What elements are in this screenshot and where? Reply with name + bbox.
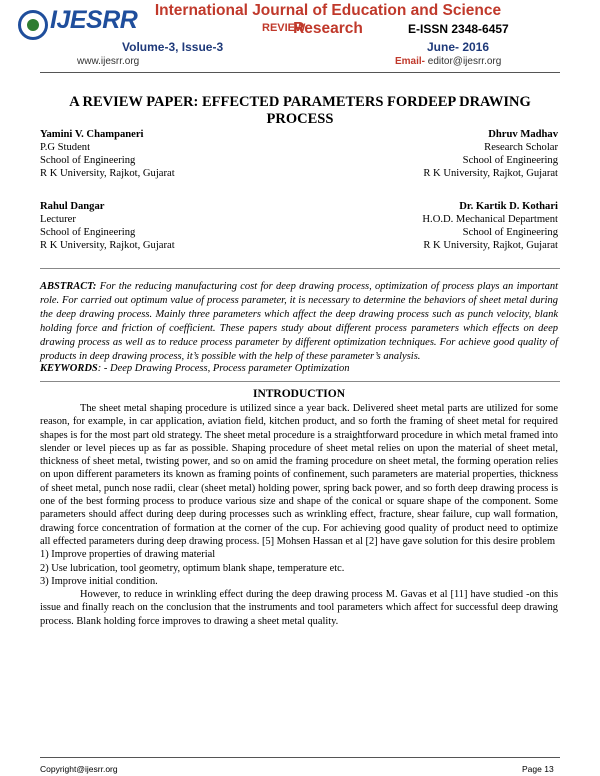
journal-title: International Journal of Education and Science Research (154, 2, 502, 37)
list-item: 3) Improve initial condition. (40, 575, 158, 587)
abstract-label: ABSTRACT: (40, 281, 97, 292)
author-university: R K University, Rajkot, Gujarat (423, 168, 558, 179)
author-school: School of Engineering (462, 155, 558, 166)
abstract-text: For the reducing manufacturing cost for deep drawing process, optimization of process plays an important role. For carried out optimum value of process parameter, it is necessary to determine the behaviors of sheet metal during the deep drawing process. Mainly three parameters which affect the deep drawing process such as punch velocity, blank holding force and friction of coefficient. These papers study about different process parameters which effects on deep drawing process as well as to reduce process parameter by different optimization techniques. For achieve good quality of products in deep drawing process, it’s possible with the help of these parameter’s analysis. (40, 281, 559, 362)
author-name: Rahul Dangar (40, 201, 105, 212)
author-school: School of Engineering (40, 155, 136, 166)
website-link[interactable]: www.ijesrr.org (77, 56, 140, 67)
abstract (40, 280, 558, 364)
list-item: 1) Improve properties of drawing material (40, 549, 216, 561)
author-role: H.O.D. Mechanical Department (422, 214, 558, 225)
author-university: R K University, Rajkot, Gujarat (40, 168, 175, 179)
email-line (395, 56, 501, 67)
author-school: School of Engineering (40, 227, 136, 238)
author-block (330, 200, 558, 252)
paper-title: A REVIEW PAPER: EFFECTED PARAMETERS FORDEEP DRAWING PROCESS (69, 94, 531, 127)
review-label: REVIEW (262, 22, 306, 34)
email-link[interactable]: editor@ijesrr.org (427, 56, 502, 67)
intro-heading: INTRODUCTION (252, 388, 345, 400)
keywords-label: KEYWORDS (40, 363, 98, 374)
copyright: Copyright@ijesrr.org (40, 764, 118, 774)
header-divider (40, 72, 560, 73)
journal-header (0, 0, 600, 72)
volume-issue: Volume-3, Issue-3 (122, 40, 224, 54)
issue-date: June- 2016 (427, 40, 490, 54)
section-divider (40, 268, 560, 269)
keywords-text: : - Deep Drawing Process, Process parameter Optimization (97, 363, 350, 374)
issn: E-ISSN 2348-6457 (408, 22, 509, 36)
author-university: R K University, Rajkot, Gujarat (40, 240, 175, 251)
author-school: School of Engineering (462, 227, 558, 238)
footer-divider (40, 757, 560, 758)
author-name: Yamini V. Champaneri (40, 129, 144, 140)
author-block (330, 128, 558, 180)
email-label: Email- (395, 56, 426, 67)
author-university: R K University, Rajkot, Gujarat (423, 240, 558, 251)
paragraph: However, to reduce in wrinkling effect during the deep drawing process M. Gavas et al [11] have studied -on this issue and finally reach on the conclusion that the instruments and tool parameters which affect for successful deep drawing process. Blank holding force improves to drawing a sheet metal quality. (40, 589, 558, 627)
author-name: Dhruv Madhav (488, 129, 558, 140)
section-divider (40, 381, 560, 382)
author-role: Research Scholar (484, 142, 558, 153)
author-name: Dr. Kartik D. Kothari (459, 201, 558, 212)
globe-icon (18, 10, 48, 40)
intro-body (40, 402, 558, 628)
author-role: Lecturer (40, 214, 76, 225)
list-item: 2) Use lubrication, tool geometry, optimum blank shape, temperature etc. (40, 562, 345, 574)
logo-text: IJESRR (50, 6, 138, 34)
author-role: P.G Student (40, 142, 91, 153)
author-block (40, 128, 175, 180)
author-block (40, 200, 175, 252)
keywords (40, 363, 558, 374)
paragraph: The sheet metal shaping procedure is utilized since a year back. Delivered sheet metal parts are utilized for some reason, for example, in car application, aviation field, kitchen product, and so forth the framing of sheet metal for required shapes is for the most part old strategy. The sheet metal procedure is a straightforward procedure in which metal framed into slender or level pieces up as far as possible. Shaping procedure of sheet metal relies on upon the material of sheet metal, thickness of sheet metal, twisting power, and so on amid the framing procedure on sheet metal, the forming operation relies on upon different parameters its known as framing points of confinement, such parameters are material properties, thickness of sheet metal, punch nose radii, clear (sheet metal) holding power, spring back power, and so forth deep drawing process is one of the best forming process to produce various size and shape of the conical or square shape of the component. Some parameters should affect during deep during processes such as wrinkling effect, fracture, shear failure, cup wall formation, drawing force concentration of formation at the corner of the cup. For achieving good quality of product need to optimize all effected parameters during deep drawing process. [5] Mohsen Hassan et al [2] have gave solution for this desire problem (40, 403, 558, 547)
page-number: Page 13 (522, 764, 554, 774)
